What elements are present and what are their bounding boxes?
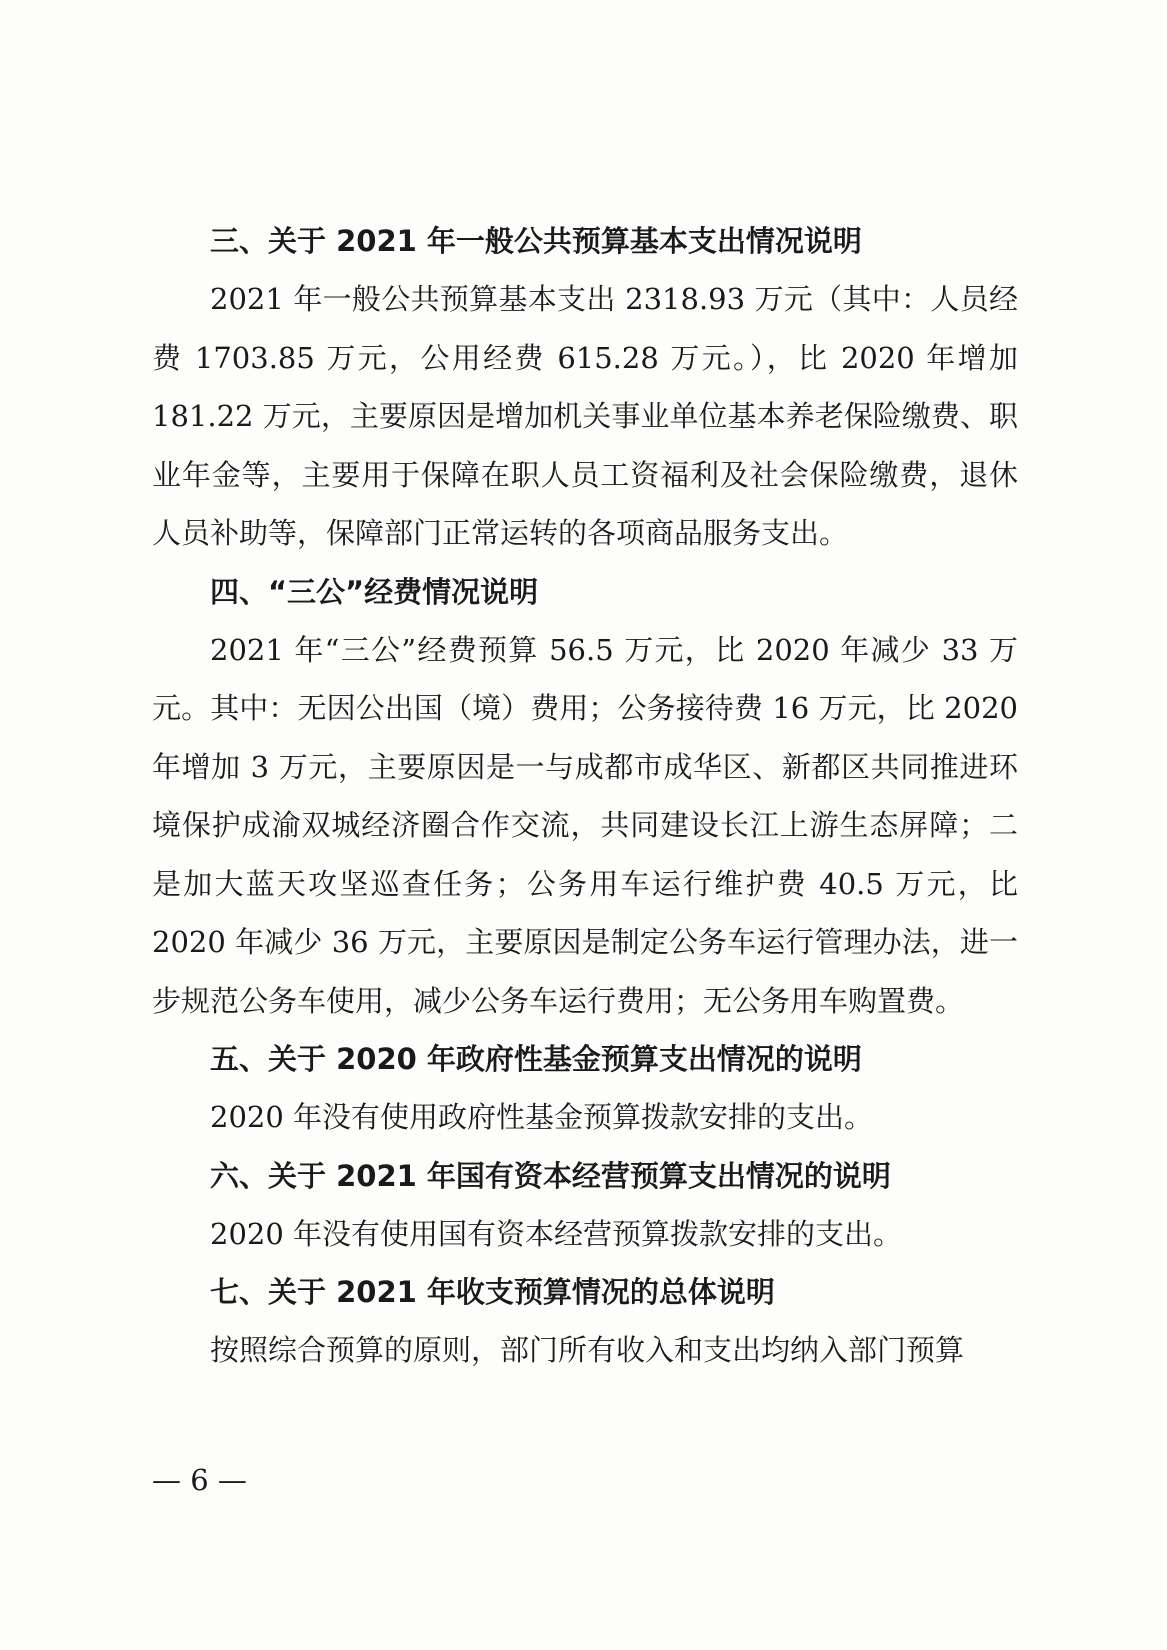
document-page: [152, 212, 1018, 1380]
section-7-body: 按照综合预算的原则，部门所有收入和支出均纳入部门预算: [210, 1333, 965, 1367]
section-4-heading: 四、“三公”经费情况说明: [210, 574, 539, 609]
section-7-heading: 七、关于 2021 年收支预算情况的总体说明: [210, 1275, 775, 1309]
page-number: — 6 —: [152, 1463, 247, 1497]
section-5-heading: 五、关于 2020 年政府性基金预算支出情况的说明: [210, 1042, 862, 1076]
section-6-heading: 六、关于 2021 年国有资本经营预算支出情况的说明: [210, 1158, 891, 1193]
section-3-body: 2021 年一般公共预算基本支出 2318.93 万元（其中：人员经费 1703.85 万元，公用经费 615.28 万元。），比 2020 年增加 181.22 万元，主要原因是增加机关事业单位基本养老保险缴费、职业年金等，主要用于保障在职人员工资福利及社会保险缴费，退休人员补助等，保障部门正常运转的各项商品服务支出。: [152, 282, 1018, 550]
section-5-body: 2020 年没有使用政府性基金预算拨款安排的支出。: [210, 1100, 874, 1134]
section-6-body: 2020 年没有使用国有资本经营预算拨款安排的支出。: [210, 1216, 903, 1251]
section-3-heading: 三、关于 2021 年一般公共预算基本支出情况说明: [210, 224, 862, 258]
section-4-body: 2021 年“三公”经费预算 56.5 万元，比 2020 年减少 33 万元。其中：无因公出国（境）费用；公务接待费 16 万元，比 2020 年增加 3 万元，主要原因是一与成都市成华区、新都区共同推进环境保护成渝双城经济圈合作交流，共同建设长江上游生态屏障；二是加大蓝天攻坚巡查任务；公务用车运行维护费 40.5 万元，比 2020 年减少 36 万元，主要原因是制定公务车运行管理办法，进一步规范公务车使用，减少公务车运行费用；无公务用车购置费。: [152, 632, 1018, 1018]
